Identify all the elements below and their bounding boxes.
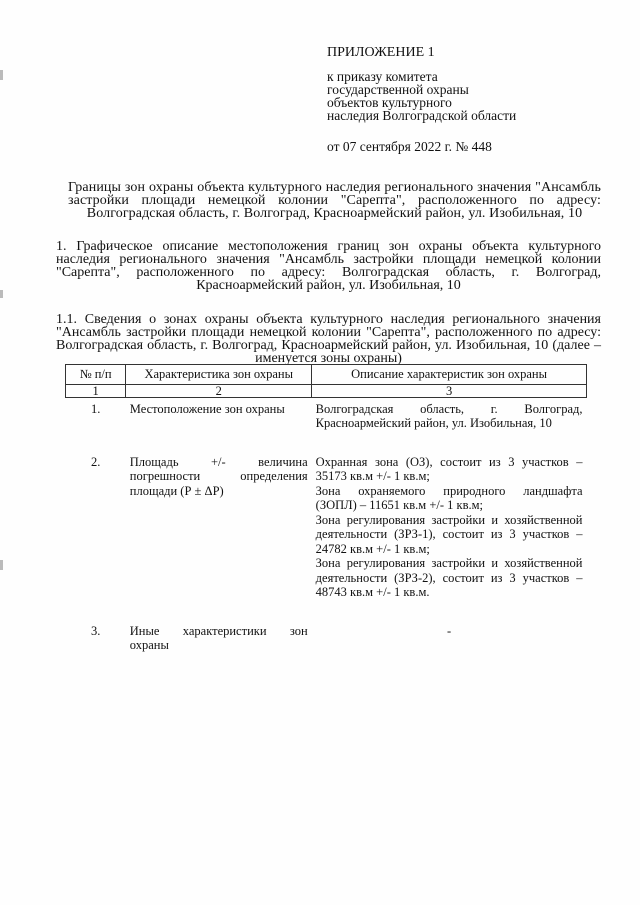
order-reference-line: объектов культурного bbox=[327, 95, 452, 110]
table-row bbox=[66, 397, 587, 431]
zone-area-line: Зона регулирования застройки и хозяйственной деятельности (ЗРЗ-1), состоит из 3 участков – 24782 кв.м +/- 1 кв.м; bbox=[315, 512, 583, 556]
section-1-1-heading: 1.1. Сведения о зонах охраны объекта культурного наследия регионального значения "Ансамбль застройки площади немецкой колонии "Сарепта", расположенного по адресу: Волгоградская область, г. Волгоград, Красноармейский район, ул. Изобильная, 10 (далее – именуется зоны охраны) bbox=[56, 312, 601, 366]
order-date: от 07 сентября 2022 г. № 448 bbox=[327, 139, 492, 154]
table-row bbox=[66, 600, 587, 653]
zone-area-line: Зона охраняемого природного ландшафта (ЗОПЛ) – 11651 кв.м +/- 1 кв.м; bbox=[315, 483, 583, 512]
appendix-header bbox=[327, 46, 617, 153]
document-title: Границы зон охраны объекта культурного наследия регионального значения "Ансамбль застройки площади немецкой колонии "Сарепта", расположенного по адресу: Волгоградская область, г. Волгоград, Красноармейский район, ул. Изобильная, 10 bbox=[68, 180, 601, 221]
header-num: № п/п bbox=[66, 365, 126, 385]
row-num: 1. bbox=[90, 401, 101, 416]
row-description bbox=[312, 431, 587, 600]
protection-zones-table bbox=[65, 364, 587, 653]
table-header-row bbox=[66, 365, 587, 385]
order-reference-line: к приказу комитета bbox=[327, 69, 438, 84]
row-characteristic: Иные характеристики зон охраны bbox=[129, 623, 308, 652]
zone-area-line: Зона регулирования застройки и хозяйственной деятельности (ЗРЗ-2), состоит из 3 участков – 48743 кв.м +/- 1 кв.м. bbox=[315, 556, 583, 599]
row-description: Волгоградская область, г. Волгоград, Красноармейский район, ул. Изобильная, 10 bbox=[315, 401, 583, 430]
header-description: Описание характеристик зон охраны bbox=[312, 365, 587, 385]
table-row bbox=[66, 431, 587, 600]
header-characteristic: Характеристика зон охраны bbox=[126, 365, 312, 385]
zone-area-line: Охранная зона (ОЗ), состоит из 3 участков – 35173 кв.м +/- 1 кв.м; bbox=[315, 454, 583, 483]
row-characteristic: Местоположение зон охраны bbox=[129, 401, 285, 416]
section-1-heading: 1. Графическое описание местоположения границ зон охраны объекта культурного наследия регионального значения "Ансамбль застройки площади немецкой колонии "Сарепта", расположенного по адресу: Волгоградская область, г. Волгоград, Красноармейский район, ул. Изобильная, 10 bbox=[56, 239, 601, 293]
row-description: - bbox=[446, 623, 452, 638]
appendix-label: ПРИЛОЖЕНИЕ 1 bbox=[327, 45, 435, 60]
order-reference-line: государственной охраны bbox=[327, 82, 469, 97]
column-number: 2 bbox=[126, 384, 312, 397]
order-reference-line: наследия Волгоградской области bbox=[327, 108, 517, 123]
row-characteristic: Площадь +/- величина погрешности определения площади (Р ± ΔР) bbox=[129, 454, 308, 498]
scan-margin-mark bbox=[0, 560, 3, 570]
scan-margin-mark bbox=[0, 290, 3, 298]
column-number: 1 bbox=[66, 384, 126, 397]
row-num: 2. bbox=[90, 454, 101, 469]
row-num: 3. bbox=[90, 623, 101, 638]
scan-margin-mark bbox=[0, 70, 3, 80]
column-number: 3 bbox=[312, 384, 587, 397]
column-number-row bbox=[66, 384, 587, 397]
